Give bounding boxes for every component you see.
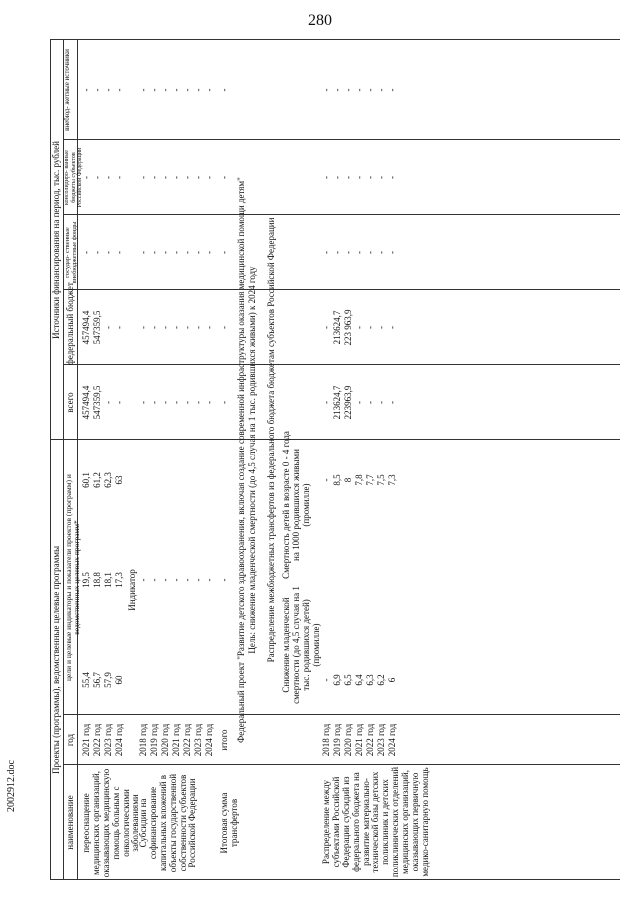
goal-value-2: - [182,578,192,582]
distribution-title: Распределение межбюджетных трансфертов из федерального бюджета бюджетам субъектов Российской Федерации [266,217,276,663]
consolidated-value: - [219,176,229,179]
goal-value-1: 60 [114,675,124,685]
table-row-year: 2018 год [321,723,331,757]
consolidated-value: - [138,176,148,179]
federal-value: 213624,7 [332,310,342,345]
project-goal: Цель: снижение младенческой смертности (до 4,5 случая на 1 тыс. родившихся живыми) к 2024 году [247,266,257,654]
goal-value-2: 17,3 [114,572,124,588]
goal-value-2: 18,1 [103,572,113,588]
funds-value: - [204,251,214,254]
extrabudget-value: - [193,88,203,92]
funds-value: - [160,251,170,254]
total-value: 457494,4 [81,385,91,420]
indicator-2-value: 8 [343,477,353,483]
table-row-year: 2022 год [365,723,375,757]
indicator-1-value: 6,2 [376,674,386,686]
table-row-year: 2023 год [376,723,386,757]
goal-value-2: - [138,578,148,582]
federal-value: - [354,326,364,329]
consolidated-value: - [160,176,170,179]
total-value: - [204,401,214,404]
table-row-year: 2019 год [149,723,159,757]
totals-name: Итоговая сумма трансфертов [219,792,239,854]
funds-value: - [92,251,102,254]
indicator-label: Индикатор [127,569,137,611]
extrabudget-value: - [219,88,229,92]
group-header-programs: Проекты (программы), ведомственные целевые программы [51,545,61,775]
total-value: 547359,5 [92,385,102,420]
goal-value-2: - [219,578,229,582]
total-value: - [138,401,148,404]
federal-value: - [365,326,375,329]
extrabudget-value: - [332,88,342,92]
total-value: - [365,401,375,404]
extrabudget-value: - [354,88,364,92]
table-row-year: 2024 год [114,723,124,757]
federal-value: - [219,326,229,329]
table-row-year: 2020 год [160,723,170,757]
extrabudget-value: - [376,88,386,92]
indicator-1-value: 6,3 [365,674,375,686]
funds-value: - [332,251,342,254]
federal-value: - [376,326,386,329]
consolidated-value: - [81,176,91,179]
consolidated-value: - [103,176,113,179]
indicator-1: Снижение младенческой смертности (до 4,5 случая на 1 тыс. родившихся детей) (промилле) [281,586,321,704]
consolidated-value: - [204,176,214,179]
goal-value-3: 63 [114,475,124,485]
federal-value: - [321,326,331,329]
total-value: - [321,401,331,404]
total-value: - [160,401,170,404]
table-row-year: 2024 год [387,723,397,757]
total-value: - [171,401,181,404]
goal-value-2: - [193,578,203,582]
extrabudget-value: - [171,88,181,92]
indicator-2-value: - [321,478,331,482]
col-header-name: наименование [65,795,75,850]
extrabudget-value: - [114,88,124,92]
funds-value: - [193,251,203,254]
total-value: - [354,401,364,404]
total-value: - [387,401,397,404]
goal-value-3: 61,2 [92,472,102,488]
total-value: 213624,7 [332,385,342,420]
federal-value: 457494,4 [81,310,91,345]
funds-value: - [171,251,181,254]
extrabudget-value: - [149,88,159,92]
extrabudget-value: - [204,88,214,92]
table-row-year: 2022 год [182,723,192,757]
consolidated-value: - [321,176,331,179]
goal-value-3: 62,3 [103,472,113,488]
page-number: 280 [308,12,332,29]
funds-value: - [182,251,192,254]
consolidated-value: - [182,176,192,179]
goal-value-1: 55,4 [81,672,91,688]
total-value: - [149,401,159,404]
table-row-year: 2024 год [204,723,214,757]
indicator-2-value: 7,8 [354,474,364,486]
col-header-federal: федеральный бюджет [65,282,75,365]
section1-name: переоснащение медицинских организаций, оказывающих медицинскую помощь больным с онкологическими заболеваниями [81,768,141,878]
funds-value: - [343,251,353,254]
extrabudget-value: - [160,88,170,92]
funds-value: - [354,251,364,254]
consolidated-value: - [354,176,364,179]
federal-value: - [193,326,203,329]
federal-value: - [182,326,192,329]
federal-value: - [138,326,148,329]
col-header-goals: цели и целевые индикаторы и показатели проектов (программ) и ведомственных целевых программ* [64,474,82,681]
table-row-year: 2023 год [103,723,113,757]
table-row-year: 2021 год [81,723,91,757]
group-header-financing: Источники финансирования на период, тыс. рублей [51,141,61,339]
table-row-year: 2020 год [343,723,353,757]
extrabudget-value: - [387,88,397,92]
extrabudget-value: - [182,88,192,92]
consolidated-value: - [387,176,397,179]
table-row-year: 2022 год [92,723,102,757]
goal-value-2: - [149,578,159,582]
table-border-left [50,879,620,880]
total-value: - [376,401,386,404]
funds-value: - [103,251,113,254]
extrabudget-value: - [103,88,113,92]
consolidated-value: - [92,176,102,179]
indicator-1-value: 6,4 [354,674,364,686]
federal-value: - [103,326,113,329]
total-value: - [114,401,124,404]
funds-value: - [114,251,124,254]
funds-value: - [149,251,159,254]
col-header-total: всего [65,392,75,413]
goal-value-2: 18,8 [92,572,102,588]
funds-value: - [138,251,148,254]
col-header-funds: государ- ственные внебюджетные фонды [64,221,79,284]
col-header-extrabudget: внебюд- жетные источники [63,49,71,131]
funds-value: - [81,251,91,254]
rotated-table [50,40,620,880]
consolidated-value: - [332,176,342,179]
goal-value-2: 19,5 [81,572,91,588]
document-id: 2002912.doc [6,760,17,812]
consolidated-value: - [365,176,375,179]
section2-name: Субсидии на софинансирование капитальных вложений в объекты государственной собственности субъектов Российской Федерации [138,773,198,873]
goal-value-1: 56,7 [92,672,102,688]
indicator-2-value: 7,7 [365,474,375,486]
extrabudget-value: - [365,88,375,92]
federal-value: 547359,5 [92,310,102,345]
section3-name: Распределение между субъектами Российской Федерации субсидий из федерального бюджета на развитие материально-технической базы детских поликлиник и детских поликлинических отделений медицинских организаций, оказывающих первичную медико-санитарную помощь [321,766,430,878]
consolidated-value: - [171,176,181,179]
goal-value-1: 57,9 [103,672,113,688]
federal-value: 223 963,9 [343,309,353,346]
table-row-year: 2021 год [354,723,364,757]
col-header-year: год [65,733,75,747]
table-row-year: 2019 год [332,723,342,757]
funds-value: - [387,251,397,254]
goal-value-2: - [171,578,181,582]
indicator-2: Смертность детей в возрасте 0 - 4 года на 1000 родившихся живыми (промилле) [281,431,311,579]
goal-value-2: - [204,578,214,582]
indicator-1-value: - [321,678,331,682]
funds-value: - [219,251,229,254]
extrabudget-value: - [138,88,148,92]
goal-value-3: 60,1 [81,472,91,488]
extrabudget-value: - [92,88,102,92]
total-value: - [182,401,192,404]
goal-value-2: - [160,578,170,582]
table-row-year: 2018 год [138,723,148,757]
federal-value: - [171,326,181,329]
consolidated-value: - [149,176,159,179]
indicator-2-value: 7,5 [376,474,386,486]
federal-value: - [160,326,170,329]
consolidated-value: - [343,176,353,179]
table-row-year: 2023 год [193,723,203,757]
consolidated-value: - [193,176,203,179]
consolidated-value: - [376,176,386,179]
extrabudget-value: - [343,88,353,92]
totals-year: итого [219,729,229,751]
consolidated-value: - [114,176,124,179]
funds-value: - [376,251,386,254]
funds-value: - [321,251,331,254]
total-value: - [219,401,229,404]
indicator-2-value: 8,5 [332,474,342,486]
federal-value: - [114,326,124,329]
indicator-2-value: 7,3 [387,474,397,486]
col-header-consolidated: консолидиро- ванные бюджеты субъектов Российской Федерации [64,147,84,208]
federal-value: - [387,326,397,329]
total-value: - [103,401,113,404]
total-value: 223963,9 [343,385,353,420]
extrabudget-value: - [81,88,91,92]
indicator-1-value: 6,9 [332,674,342,686]
federal-value: - [204,326,214,329]
total-value: - [193,401,203,404]
project-title: Федеральный проект "Развитие детского здравоохранения, включая создание современной инфраструктуры оказания медицинской помощи детям" [236,177,246,743]
table-row-year: 2021 год [171,723,181,757]
funds-value: - [365,251,375,254]
federal-value: - [149,326,159,329]
extrabudget-value: - [321,88,331,92]
indicator-1-value: 6,5 [343,674,353,686]
indicator-1-value: 6 [387,677,397,683]
